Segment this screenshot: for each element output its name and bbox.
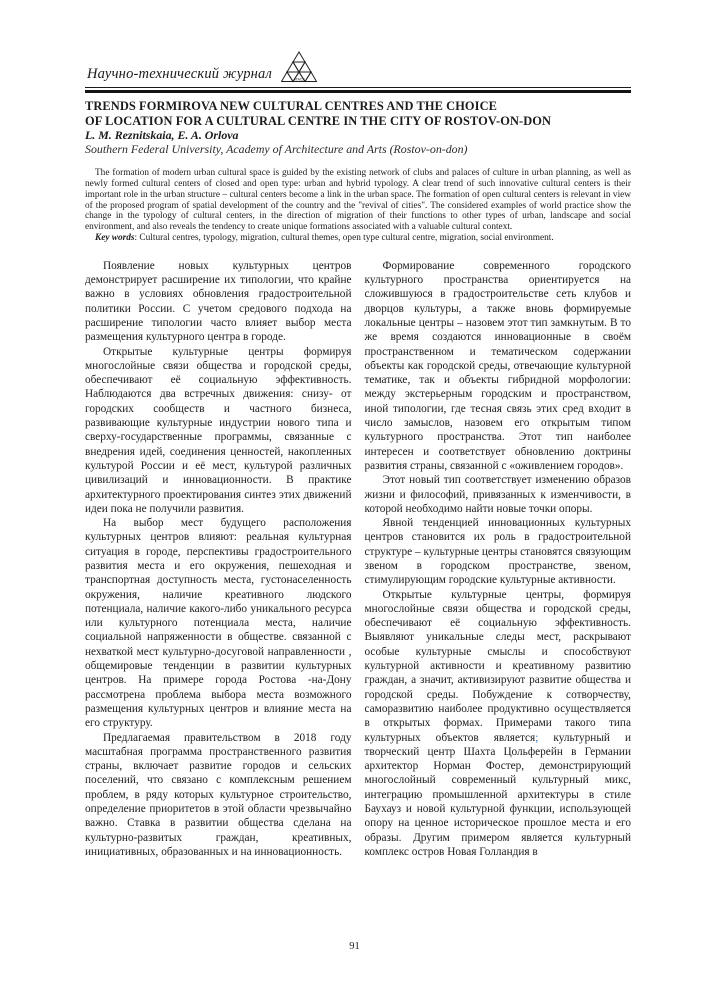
abstract: The formation of modern urban cultural space is guided by the existing network of clubs and palaces of culture in urban planning, as well as newly formed cultural centers of closed and open type: urban and hybrid typology. A clear trend of such innovative cultural centers is their important role in the urban structure – cultural centers become a link in the urban space. The formation of open cultural centers is relevant in view of the proposed program of spatial development of the country and the "revival of cities". The considered examples of world practice show the change in the typology of cultural centers, in the direction of migration of their functions to other types of urban, landscape and social environment, and also reveals the tendency to create unique formations associated with a valuable cultural context. bbox=[85, 168, 631, 233]
logo-text: АГАСУ bbox=[293, 77, 305, 82]
keywords-text: : Cultural centres, typology, migration, cultural themes, open type cultural centre, migration, social environment. bbox=[134, 232, 554, 243]
article-title bbox=[85, 99, 631, 128]
journal-name: Научно-технический журнал bbox=[87, 66, 273, 82]
article-title-block bbox=[85, 99, 631, 156]
article-title-line2: OF LOCATION FOR A CULTURAL CENTRE IN THE CITY OF ROSTOV-ON-DON bbox=[85, 113, 552, 128]
divider-thick-line bbox=[85, 90, 631, 93]
keywords-line bbox=[85, 233, 631, 244]
divider-thin-line bbox=[85, 87, 631, 88]
right-paragraph-2: Этот новый тип соответствует изменению образов жизни и философий, привязанных к изменчивости, в которой необходимо найти новые точки опоры. bbox=[364, 474, 631, 515]
right-paragraph-3: Явной тенденцией инновационных культурных центров становится их роль в градостроительной структуре – культурные центры становятся связующим звеном в городском пространстве, звеном, стимулирующим городские культурные активности. bbox=[364, 517, 632, 587]
colored-semicolon: ; bbox=[535, 731, 539, 744]
agasu-triangles-logo-icon bbox=[281, 50, 317, 86]
authors: L. M. Reznitskaia, E. A. Orlova bbox=[85, 128, 239, 143]
right-paragraph-4 bbox=[365, 588, 632, 860]
keywords-label: Key words bbox=[95, 232, 135, 243]
left-paragraph-1: Появление новых культурных центров демонстрирует расширение их типологии, что крайне важно в условиях обновления градостроительной политики России. С учетом средового подхода на расширение типологии часто влияет выбор места размещения культурного центра в городе. bbox=[85, 259, 352, 344]
left-paragraph-2: Открытые культурные центры формируя многослойные связи общества и городской среды, обеспечивают её социальную эффективность. Наблюдаются два встречных движения: снизу- от городских сообществ и частного бизнеса, развивающие культурные индустрии нового типа и сверху-государственные программы, связанные с внедрения идей, соединения ценностей, накопленных культурой России и её мест, культурой различных цивилизаций и инновационности. В практике архитектурного проектирования синтез этих движений идеи пока не получили развития. bbox=[85, 345, 352, 515]
page-content bbox=[85, 50, 631, 859]
two-column-body bbox=[85, 259, 631, 859]
journal-header bbox=[85, 50, 631, 86]
left-paragraph-3: На выбор мест будущего расположения культурных центров влияют: реальная культурная ситуация в городе, перспективы градостроительного развития места и его окружения, пешеходная и транспортная доступность места, густонаселенность окружения, наличие креативного людского потенциала, наличие какого-либо уникального ресурса или культурного потенциала места, наличие социальной напряженности в обществе. связанной с нехваткой мест культурно-досуговой направленности , общемировые тенденции в развитии культурных центров. На примере города Ростова -на-Дону рассмотрена проблема выбора места возможного размещения культурных центров и влияние места на его структуру. bbox=[85, 517, 352, 730]
left-column bbox=[85, 259, 352, 859]
left-paragraph-4: Предлагаемая правительством в 2018 году масштабная программа пространственного развития страны, включает развитие городов и сельских поселений, что связано с комплексным решением проблем, в ряду которых культурное строительство, определение приоритетов в этой области чрезвычайно важно. Ставка в развитии общества сделана на культурно-развитых граждан, креативных, инициативных, образованных и на инновационность. bbox=[85, 731, 352, 858]
page-number: 91 bbox=[349, 941, 360, 952]
affiliation: Southern Federal University, Academy of Architecture and Arts (Rostov-on-don) bbox=[85, 141, 468, 156]
right-column bbox=[365, 259, 632, 859]
right-paragraph-1: Формирование современного городского культурного пространства ориентируется на сложившуюся в градостроительстве сеть клубов и дворцов культуры, а также вновь формируемые локальные центры – назовем этот тип замкнутым. В то же время создаются инновационные в своём пространственном и тематическом содержании объекты как городской среды, отвечающие культурной тематике, так и объекты гибридной морфологии: между экстерьерным городским и пространством, иной типологии, где тесная связь этих сред входит в число замыслов, назовем его открытым типом культурного пространства. Этот тип наиболее интересен и соответствует обновлению доктрины развития страны, связанной с «оживлением городов». bbox=[364, 259, 631, 472]
header-divider bbox=[85, 87, 631, 93]
right-paragraph-4-continuation: культурный и творческий центр Шахта Цольферейн в Германии архитектор Норман Фостер, демонстрирующий многослойный современный культурный микс, интеграцию промышленной архитектуры в стиле Баухауз и новой культурной функции, использующей опору на ценное историческое прошлое места и его образы. Другим примером является культурный комплекс остров Новая Голландия в bbox=[364, 731, 631, 858]
article-title-line1: TRENDS FORMIROVA NEW CULTURAL CENTRES AND THE CHOICE bbox=[85, 98, 497, 113]
right-paragraph-4-text: Открытые культурные центры, формируя многослойные связи общества и городской среды, обеспечивают её социальную эффективность. Выявляют уникальные следы мест, раскрывают особые культурные смыслы и способствуют культурной активности и креативному развитию граждан, а значит, активизируют развитие общества и городской среды. Побуждение к сотворчеству, саморазвитию наиболее продуктивно осуществляется в открытых формах. Примерами такого типа культурных объектов является bbox=[364, 588, 631, 744]
